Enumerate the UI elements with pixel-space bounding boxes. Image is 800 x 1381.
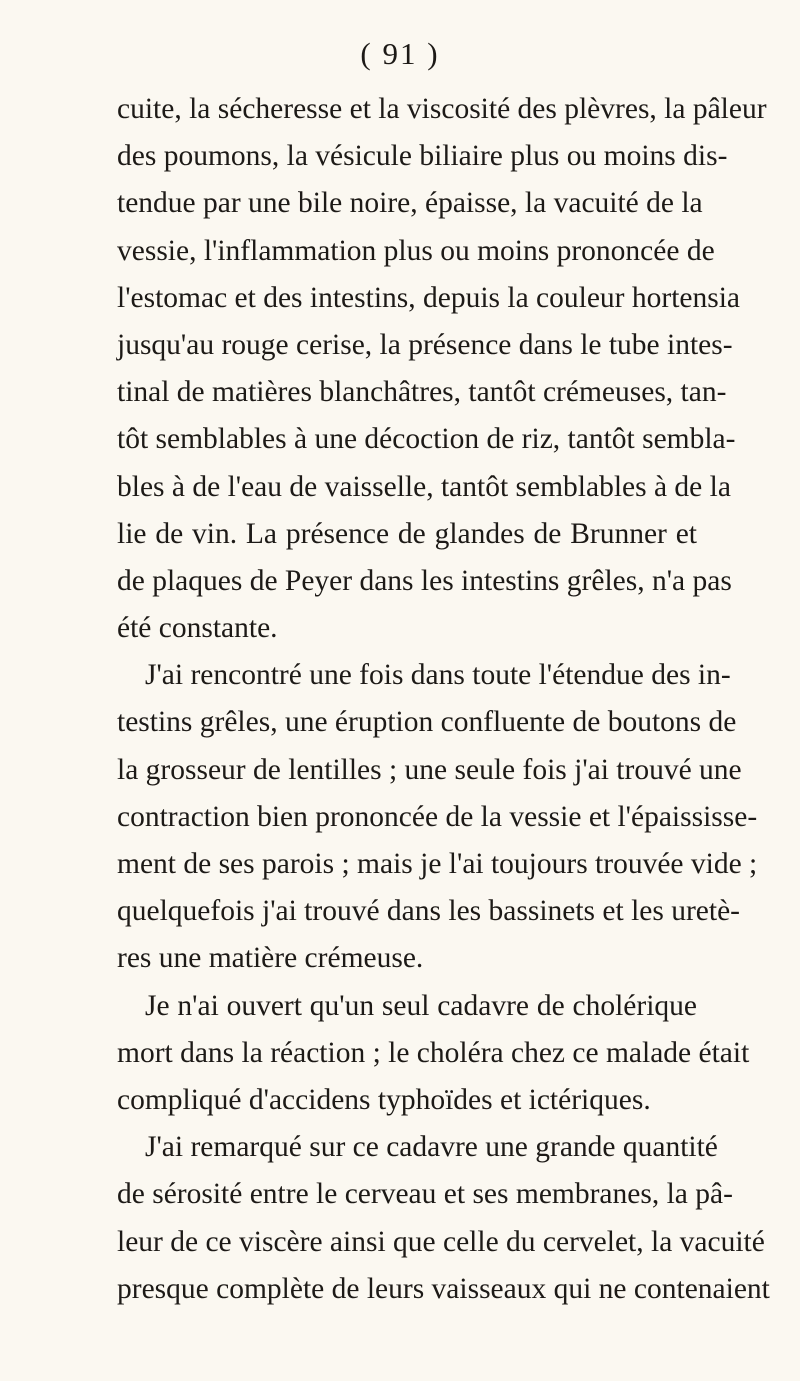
paragraph-end-line: compliqué d'accidens typhoïdes et ictériques. <box>117 1083 651 1116</box>
text-line: l'estomac et des intestins, depuis la couleur hortensia <box>117 281 741 314</box>
text-line: testins grêles, une éruption confluente de boutons de <box>117 706 737 739</box>
text-line: jusqu'au rouge cerise, la présence dans le tube intes- <box>117 328 733 361</box>
text-line: de plaques de Peyer dans les intestins grêles, n'a pas <box>117 564 732 597</box>
text-line: vessie, l'inflammation plus ou moins prononcée de <box>117 234 715 267</box>
text-line: lie de vin. La présence de glandes de Brunner et <box>117 517 697 550</box>
paragraph-end-line: res une matière crémeuse. <box>117 942 424 975</box>
text-line: tendue par une bile noire, épaisse, la vacuité de la <box>117 187 703 220</box>
body-text <box>117 86 770 1313</box>
text-line: de sérosité entre le cerveau et ses membranes, la pâ- <box>117 1178 733 1211</box>
paragraph-end-line: été constante. <box>117 612 278 645</box>
text-line: mort dans la réaction ; le choléra chez ce malade était <box>117 1036 750 1069</box>
paragraph-start-line: J'ai remarqué sur ce cadavre une grande quantité <box>145 1131 718 1164</box>
text-line: contraction bien prononcée de la vessie et l'épaississe- <box>117 800 758 833</box>
text-line: ment de ses parois ; mais je l'ai toujours trouvée vide ; <box>117 848 758 880</box>
text-line: quelquefois j'ai trouvé dans les bassinets et les uretè- <box>117 895 741 928</box>
text-line: leur de ce viscère ainsi que celle du cervelet, la vacuité <box>117 1225 765 1258</box>
page-number: ( 91 ) <box>360 36 440 71</box>
paragraph-start-line: Je n'ai ouvert qu'un seul cadavre de cholérique <box>145 989 697 1022</box>
text-line: tinal de matières blanchâtres, tantôt crémeuses, tan- <box>117 376 727 409</box>
text-line: des poumons, la vésicule biliaire plus ou moins dis- <box>117 140 728 173</box>
text-line: presque complète de leurs vaisseaux qui ne contenaient <box>117 1272 770 1305</box>
paragraph-start-line: J'ai rencontré une fois dans toute l'étendue des in- <box>145 659 731 692</box>
text-line: bles à de l'eau de vaisselle, tantôt semblables à de la <box>117 470 731 503</box>
text-line: la grosseur de lentilles ; une seule fois j'ai trouvé une <box>117 753 742 786</box>
text-line: tôt semblables à une décoction de riz, tantôt sembla- <box>117 423 736 456</box>
text-line: cuite, la sécheresse et la viscosité des plèvres, la pâleur <box>117 93 767 125</box>
